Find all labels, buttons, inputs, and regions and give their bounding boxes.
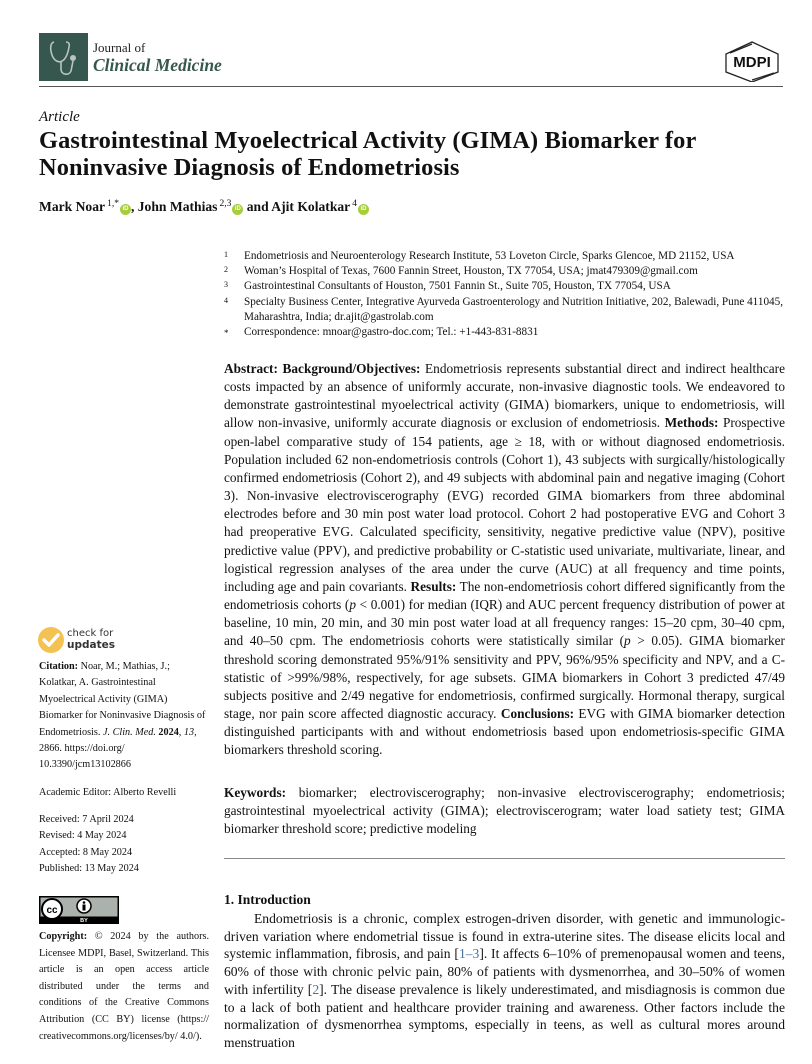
author-separator: and xyxy=(243,199,272,214)
affiliation-text: Endometriosis and Neuroenterology Research Institute, 53 Loveton Circle, Sparks Glencoe, MD 21152, USA xyxy=(244,250,735,262)
stethoscope-icon xyxy=(39,33,88,81)
mdpi-logo[interactable] xyxy=(722,40,782,82)
author-name[interactable]: John Mathias xyxy=(137,199,218,214)
author-affiliation: 4 xyxy=(352,199,357,209)
p-value-symbol: p xyxy=(624,633,631,649)
affiliation-item xyxy=(222,249,792,264)
updates-text: updates xyxy=(67,639,115,651)
check-for-updates-button[interactable] xyxy=(38,627,118,655)
author-name[interactable]: Ajit Kolatkar xyxy=(271,199,351,214)
section-heading: 1. Introduction xyxy=(224,892,311,907)
affiliation-text: Woman’s Hospital of Texas, 7600 Fannin Street, Houston, TX 77054, USA; jmat479309@gmail.com xyxy=(244,265,698,278)
affiliation-number: 3 xyxy=(224,280,228,290)
published-date: Published: 13 May 2024 xyxy=(39,863,139,875)
methods-text: Prospective open-label comparative study of 154 patients, age ≥ 18, with or without diagnosed endometriosis. Population included 62 non-endometriosis controls (Cohort 1), 43 subjects with surgically/histologically confirmed endometriosis (Cohort 2), and 49 subjects with abdominal pain and negative imaging (Cohort 3). Non-invasive electroviscerography (EVG) recorded GIMA biomarkers from three abdominal electrodes before and 30 min post water load protocol. Cohort 2 had postoperative EVG and Cohort 3 had preoperative EVG. Calculated specificity, sensitivity, negative predictive value (NPV), positive predictive value (PPV), and predictive probability or C-statistic used univariate, multivariate, linear, and logistical regression analyses of the area under the curve (AUC) at all frequency and time points, including age and pain covariants. xyxy=(224,415,785,594)
citation-doi-link[interactable]: , 2866. https://doi.org/ 10.3390/jcm13102866 xyxy=(39,726,197,771)
intro-text: ]. It affects 6–10% of premenopausal women and teens, 60% of those with chronic pelvic pain, 80% of patients with dysmenorrhea, and 30–50% of women with infertility [ xyxy=(224,946,785,997)
affiliation-number: 2 xyxy=(224,265,228,275)
title-line-2: Noninvasive Diagnosis of Endometriosis xyxy=(39,154,460,181)
affiliation-item xyxy=(222,279,792,294)
correspondence-marker: * xyxy=(224,328,229,339)
checkmark-icon xyxy=(38,627,64,653)
article-type: Article xyxy=(39,109,80,125)
received-date: Received: 7 April 2024 xyxy=(39,814,134,825)
journal-name xyxy=(93,40,222,75)
affiliation-item xyxy=(222,264,792,279)
keywords-label: Keywords: xyxy=(224,785,287,800)
journal-header xyxy=(39,33,783,81)
orcid-icon[interactable]: iD xyxy=(232,204,243,215)
affiliation-number: 1 xyxy=(224,250,228,259)
correspondence-item xyxy=(222,325,792,340)
svg-text:cc: cc xyxy=(46,905,58,916)
results-text: < 0.001) for median (IQR) and AUC percent frequency distribution of power at baseline, 10 min, 20 min, and 30 min post water load at all frequency ranges: 15–20 cpm, 30–40 cpm, and 40–50 cpm. The endometriosis cohorts were statistically similar ( xyxy=(224,597,785,649)
section-divider xyxy=(224,858,785,859)
affiliation-number: 4 xyxy=(224,295,228,305)
abstract-label: Abstract: xyxy=(224,361,278,376)
accepted-date: Accepted: 8 May 2024 xyxy=(39,846,133,858)
orcid-icon[interactable]: iD xyxy=(358,204,369,215)
journal-of-text: Journal of xyxy=(93,40,146,55)
p-value-symbol: p xyxy=(349,597,357,613)
methods-label: Methods: xyxy=(664,415,719,431)
publication-dates xyxy=(39,812,209,878)
keywords-text: biomarker; electroviscerography; non-invasive electroviscerography; endometriosis; gastrointestinal myoelectrical activity (GIMA); electroviscerogram; water load satiety test; GIMA biomarker threshold score; predictive modeling xyxy=(224,785,785,837)
reference-link[interactable]: 1–3 xyxy=(458,946,480,962)
author-affiliation: 2,3 xyxy=(219,199,232,209)
cc-by-license-badge[interactable] xyxy=(39,896,119,924)
citation-punct: , xyxy=(178,726,182,738)
abstract xyxy=(224,360,785,759)
citation-label: Citation: xyxy=(39,661,79,672)
introduction-paragraph xyxy=(224,910,785,1052)
article-title xyxy=(39,127,799,181)
title-line-1: Gastrointestinal Myoelectrical Activity (GIMA) Biomarker for xyxy=(39,127,697,154)
citation-journal: J. Clin. Med. xyxy=(102,726,156,738)
affiliation-text: Specialty Business Center, Integrative Ayurveda Gastroenterology and Nutrition Initiative, 202, Balewadi, Pune 411045, Maharashtra, India; dr.ajit@gastrolab.com xyxy=(244,295,784,323)
keywords xyxy=(224,784,785,838)
affiliation-text: Gastrointestinal Consultants of Houston, 7501 Fannin St., Suite 705, Houston, TX 77054, USA xyxy=(244,280,671,293)
academic-editor: Academic Editor: Alberto Revelli xyxy=(39,787,177,798)
author-affiliation: 1,* xyxy=(107,199,119,209)
header-divider xyxy=(39,86,783,87)
background-text: Endometriosis represents substantial direct and indirect healthcare costs impacted by an absence of uniformly accurate, non-invasive diagnostic tools. We endeavored to demonstrate gastrointestinal myoelectrical activity (GIMA) biomarkers, unique to endometriosis, will allow non-invasive, uniformly accurate diagnosis or exclusion of endometriosis. xyxy=(224,361,785,431)
author-list xyxy=(39,199,369,215)
citation-text: Noar, M.; Mathias, J.; Kolatkar, A. Gastrointestinal Myoelectrical Activity (GIMA) Biomarker for Noninvasive Diagnosis of Endometriosis. xyxy=(39,661,206,738)
copyright-label: Copyright: xyxy=(39,931,88,942)
reference-link[interactable]: 2 xyxy=(312,981,320,997)
conclusions-label: Conclusions: xyxy=(500,705,575,721)
revised-date: Revised: 4 May 2024 xyxy=(39,830,127,842)
intro-text: Endometriosis is a chronic, complex estrogen-driven disorder, with genetic and immunologic-driven variation where endometrial tissue is found in extra-uterine sites. The disease elicits local and systemic inflammation, fibrosis, and pain [ xyxy=(224,911,785,962)
citation-volume: 13 xyxy=(181,726,195,738)
intro-text: ]. The disease prevalence is likely underestimated, and misdiagnosis is common due to a lack of both patient and healthcare provider training and awareness. Other factors include the normalization of dysmenorrhea symptoms, especially in teens, as well as cultural mores around menstruation xyxy=(224,981,785,1050)
copyright-text: © 2024 by the authors. Licensee MDPI, Basel, Switzerland. This article is an open access article distributed under the terms and conditions of the Creative Commons Attribution (CC BY) license (https:// creativecommons.org/licenses/by/ 4.0/). xyxy=(39,931,209,1042)
conclusions-text: EVG with GIMA biomarker detection distinguished participants with and without endometriosis based upon endometriosis-specific GIMA biomarkers threshold scoring. xyxy=(224,705,785,758)
citation-year: 2024 xyxy=(155,726,179,738)
copyright-notice xyxy=(39,929,209,1045)
background-label: Background/Objectives: xyxy=(282,361,421,376)
journal-title: Clinical Medicine xyxy=(93,55,222,75)
results-text: The non-endometriosis cohort differed significantly from the endometriosis cohorts ( xyxy=(224,578,786,613)
check-for-text: check for xyxy=(67,628,114,639)
affiliation-item xyxy=(222,295,792,325)
affiliations-list xyxy=(222,249,792,340)
author-name[interactable]: Mark Noar xyxy=(39,199,106,214)
author-separator: , xyxy=(130,199,138,214)
citation-block xyxy=(39,659,209,774)
svg-text:MDPI: MDPI xyxy=(733,54,771,71)
results-text: > 0.05). GIMA biomarker threshold scoring demonstrated 95%/91% sensitivity and PPV, 96%/95% specificity and NPV, and a C-statistic of >99%/98%, respectively, for age subsets. GIMA biomarkers in Cohort 3 predicted 47/49 subjects positive and 2/49 negative for endometriosis, confirmed surgically. Hormonal therapy, surgical stage, nor pain score affected diagnostic accuracy. xyxy=(224,633,785,721)
svg-text:BY: BY xyxy=(80,918,88,924)
correspondence-text: Correspondence: mnoar@gastro-doc.com; Tel.: +1-443-831-8831 xyxy=(244,326,539,339)
results-label: Results: xyxy=(410,578,457,594)
orcid-icon[interactable]: iD xyxy=(120,204,131,215)
